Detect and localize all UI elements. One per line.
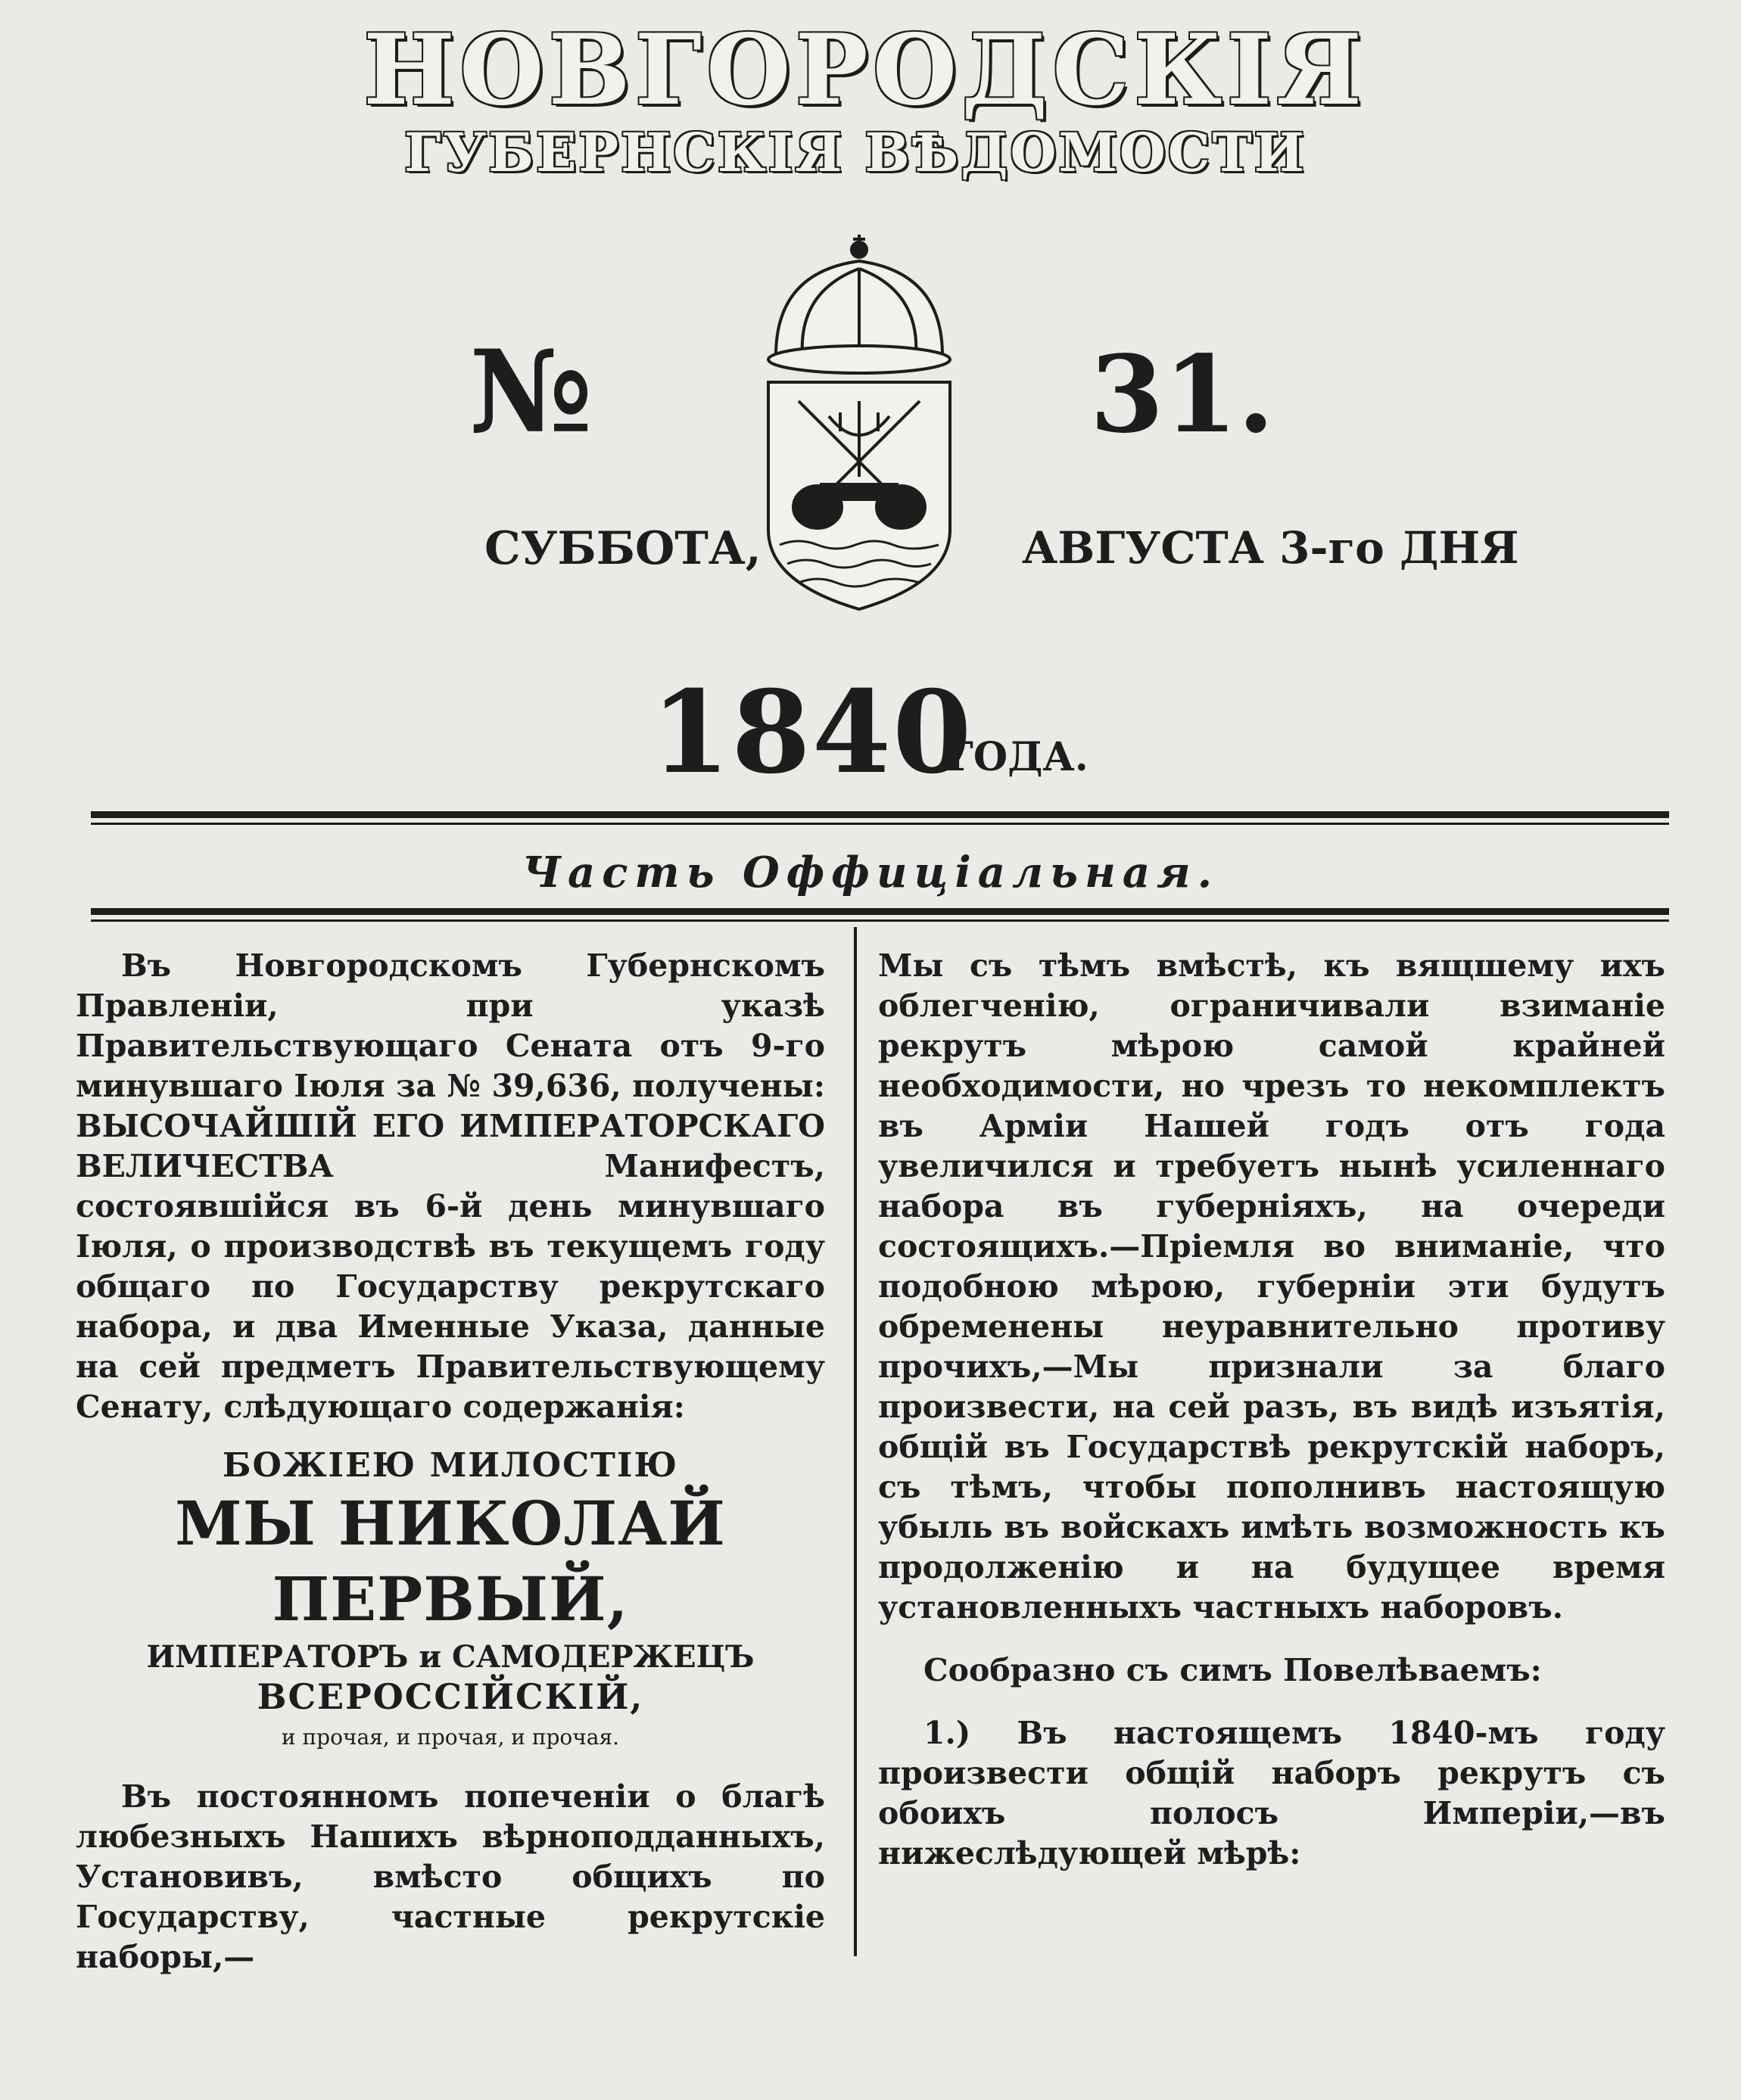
left-column <box>76 946 825 1977</box>
coat-of-arms-emblem <box>746 227 973 621</box>
left-intro: Въ Новгородскомъ Губернскомъ Правленіи, при указѣ Правительствующаго Сената отъ 9-го минувшаго Іюля за № 39,636, получены: ВЫСОЧАЙШІЙ ЕГО ИМПЕРАТОРСКАГО ВЕЛИЧЕСТВА Манифестъ, состоявшійся въ 6-й день минувшаго Іюля, о производствѣ въ текущемъ году общаго по Государству рекрутскаго набора, и два Именные Указа, данные на сей предметъ Правительствующему Сенату, слѣдующаго содержанія: <box>76 947 825 1425</box>
right-para-1: Мы съ тѣмъ вмѣстѣ, къ вящшему ихъ облегченію, ограничивали взиманіе рекрутъ мѣрою самой крайней необходимости, но чрезъ то некомплектъ въ Арміи Нашей годъ отъ года увеличился и требуетъ нынѣ усиленнаго набора въ губерніяхъ, на очереди состоящихъ.—Пріемля во вниманіе, что подобною мѣрою, губерніи эти будутъ обременены неуравнительно противу прочихъ,—Мы признали за благо произвести, на сей разъ, въ видѣ изъятія, общій въ Государствѣ рекрутскій наборъ, съ тѣмъ, чтобы пополнивъ настоящую убыль въ войскахъ имѣть возможность къ продолженію и на будущее время установленныхъ частныхъ наборовъ. <box>878 947 1665 1626</box>
issue-year: 1840 <box>651 666 973 799</box>
monarch-line-4: ВСЕРОССІЙСКІЙ, <box>257 1676 644 1717</box>
issue-date: АВГУСТА 3-го ДНЯ <box>1022 522 1519 574</box>
column-divider <box>854 927 857 1956</box>
bleed-through-right <box>848 114 1741 795</box>
top-double-rule <box>91 811 1669 818</box>
monarch-line-2: МЫ НИКОЛАЙ ПЕРВЫЙ, <box>175 1488 726 1635</box>
right-para-2: Сообразно съ симъ Повелѣваемъ: <box>923 1652 1542 1688</box>
issue-label: № <box>469 325 593 459</box>
newspaper-title: НОВГОРОДСКІЯ <box>363 14 1367 127</box>
weekday: СУББОТА, <box>484 522 761 575</box>
right-column <box>878 946 1665 1874</box>
monarch-line-3: ИМПЕРАТОРЪ и САМОДЕРЖЕЦЪ <box>146 1639 755 1675</box>
top-double-rule-thin <box>91 823 1669 825</box>
issue-number: 31. <box>1090 333 1275 457</box>
year-word: ГОДА. <box>946 734 1089 780</box>
left-body: Въ постоянномъ попеченіи о благѣ любезныхъ Нашихъ вѣрноподданныхъ, Установивъ, вмѣсто общихъ по Государству, частные рекрутскіе наборы,— <box>76 1778 825 1975</box>
section-title: Часть Оффиціальная. <box>522 848 1219 898</box>
monarch-line-5: и прочая, и прочая, и прочая. <box>281 1725 620 1750</box>
bottom-double-rule-thin <box>91 919 1669 922</box>
newspaper-subtitle: ГУБЕРНСКІЯ ВѢДОМОСТИ <box>404 121 1307 184</box>
bottom-double-rule <box>91 908 1669 915</box>
monarch-line-1: БОЖІЕЮ МИЛОСТІЮ <box>222 1446 679 1485</box>
right-para-3: 1.) Въ настоящемъ 1840-мъ году произвести общій наборъ рекрутъ съ обоихъ полосъ Имперіи,—въ нижеслѣдующей мѣрѣ: <box>878 1715 1665 1871</box>
